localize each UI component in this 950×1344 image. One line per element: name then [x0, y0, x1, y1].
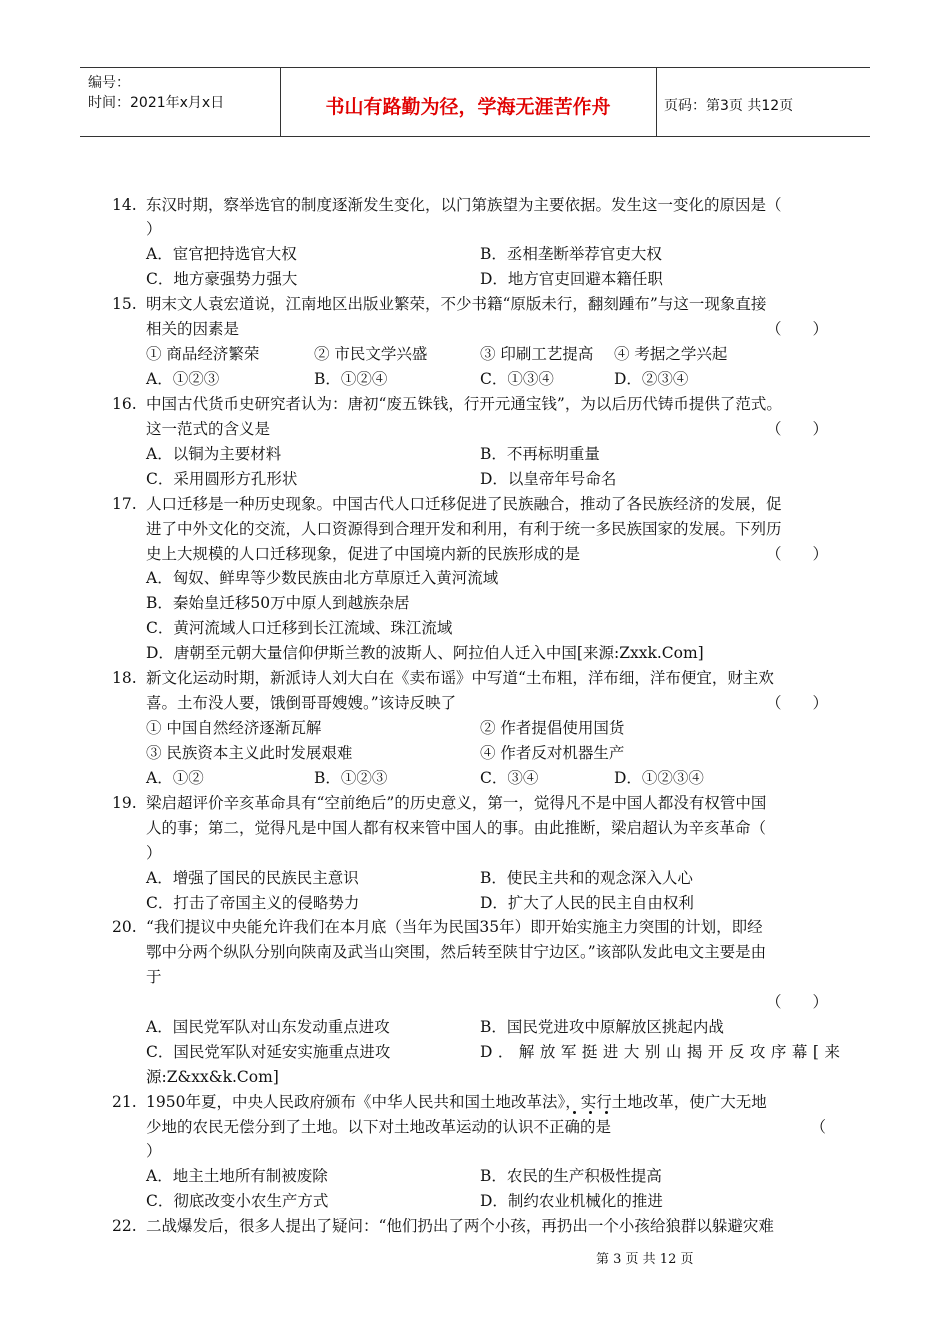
question-number: 16.	[112, 395, 137, 413]
option-d: D．②③④	[614, 370, 689, 388]
option-d: D．扩大了人民的民主自由权利	[480, 894, 694, 912]
question-stem-line: 喜。土布没人要，饿倒哥哥嫂嫂。”该诗反映了	[146, 694, 457, 712]
options-row	[112, 891, 842, 915]
option-a: A．国民党军队对山东发动重点进攻	[146, 1018, 390, 1036]
emphasis-dot	[573, 1111, 576, 1114]
item: ④ 考据之学兴起	[614, 345, 728, 363]
question-stem-line: 中国古代货币史研究者认为：唐初“废五铢钱，行开元通宝钱”，为以后历代铸币提供了范式。	[146, 395, 782, 413]
option-b: B．秦始皇迁移50万中原人到越族杂居	[146, 594, 410, 612]
time-label: 时间：2021年x月x日	[88, 95, 225, 111]
question-stem-line: 1950年夏，中央人民政府颁布《中华人民共和国土地改革法》，实行土地改革，使广大无地	[146, 1093, 767, 1111]
answer-paren: （ ）	[765, 320, 828, 338]
answer-paren: （	[810, 1118, 826, 1136]
option-c: C．彻底改变小农生产方式	[146, 1192, 329, 1210]
question-number: 22.	[112, 1217, 137, 1235]
option-d: D．地方官吏回避本籍任职	[480, 270, 663, 288]
option-a: A．①②③	[146, 370, 220, 388]
question-number: 17.	[112, 495, 137, 513]
option-b: B．①②④	[314, 370, 388, 388]
option-a: A．增强了国民的民族民主意识	[146, 869, 359, 887]
items-row	[112, 716, 842, 740]
question-stem-line: 相关的因素是	[146, 320, 240, 338]
question-20	[112, 915, 842, 939]
item: ① 中国自然经济逐渐瓦解	[146, 719, 322, 737]
option-d: D．唐朝至元朝大量信仰伊斯兰教的波斯人、阿拉伯人迁入中国[来源:Zxxk.Com]	[146, 644, 704, 662]
page-header	[80, 67, 870, 137]
question-stem-line: ）	[146, 844, 162, 862]
option-a: A．以铜为主要材料	[146, 445, 282, 463]
option-d: D．①②③④	[614, 769, 704, 787]
question-stem-line: 史上大规模的人口迁移现象，促进了中国境内新的民族形成的是	[146, 545, 581, 563]
question-stem-line: 少地的农民无偿分到了土地。以下对土地改革运动的认识不正确的是	[146, 1118, 612, 1136]
question-stem-line: 人口迁移是一种历史现象。中国古代人口迁移促进了民族融合，推动了各民族经济的发展，促	[146, 495, 782, 513]
options-row	[112, 1040, 846, 1064]
question-number: 19.	[112, 794, 137, 812]
question-22	[112, 1214, 842, 1238]
option-c: C．③④	[480, 769, 539, 787]
question-stem-line: 人的事；第二，觉得凡是中国人都有权来管中国人的事。由此推断，梁启超认为辛亥革命（	[146, 819, 767, 837]
question-number: 21.	[112, 1093, 137, 1111]
item: ④ 作者反对机器生产	[480, 744, 625, 762]
question-number: 14.	[112, 196, 137, 214]
question-21	[112, 1090, 842, 1114]
item: ② 市民文学兴盛	[314, 345, 428, 363]
question-14	[112, 193, 842, 217]
option-c: C．采用圆形方孔形状	[146, 470, 298, 488]
question-17	[112, 492, 842, 516]
emphasis-dot	[605, 1111, 608, 1114]
question-stem-line: 于	[146, 968, 162, 986]
question-number: 18.	[112, 669, 137, 687]
option-d: D．制约农业机械化的推进	[480, 1192, 663, 1210]
items-row	[112, 741, 842, 765]
item: ③ 印刷工艺提高	[480, 345, 594, 363]
answer-paren: （ ）	[765, 545, 828, 563]
option-b: B．国民党进攻中原解放区挑起内战	[480, 1018, 724, 1036]
option-d: D．以皇帝年号命名	[480, 470, 617, 488]
options-row	[112, 242, 842, 266]
header-meta-cell	[80, 68, 281, 136]
options-row	[112, 367, 842, 391]
option-c: C．①③④	[480, 370, 554, 388]
option-b: B．农民的生产积极性提高	[480, 1167, 662, 1185]
option-a: A．匈奴、鲜卑等少数民族由北方草原迁入黄河流域	[146, 569, 499, 587]
page-info: 页码：第3页 共12页	[664, 98, 794, 114]
options-row	[112, 1189, 842, 1213]
option-c: C．国民党军队对延安实施重点进攻	[146, 1043, 391, 1061]
question-stem-line: ）	[146, 1142, 162, 1160]
question-number: 20.	[112, 918, 137, 936]
question-18	[112, 666, 842, 690]
number-label: 编号：	[88, 75, 130, 91]
question-stem-line: 明末文人袁宏道说，江南地区出版业繁荣，不少书籍“原版未行，翻刻踵布”与这一现象直接	[146, 295, 767, 313]
answer-paren: （ ）	[765, 694, 828, 712]
page-footer: 第 3 页 共 12 页	[596, 1252, 694, 1267]
option-b: B．①②③	[314, 769, 388, 787]
answer-paren: （ ）	[765, 420, 828, 438]
question-stem-line: 进了中外文化的交流，人口资源得到合理开发和利用，有利于统一多民族国家的发展。下列历	[146, 520, 782, 538]
option-a: A．宦官把持选官大权	[146, 245, 297, 263]
question-stem-line: 这一范式的含义是	[146, 420, 271, 438]
option-d: D．解放军挺进大别山揭开反攻序幕[来	[480, 1043, 846, 1061]
question-stem-line: 梁启超评价辛亥革命具有“空前绝后”的历史意义，第一，觉得凡不是中国人都没有权管中国	[146, 794, 767, 812]
option-c: C．黄河流域人口迁移到长江流域、珠江流域	[146, 619, 453, 637]
options-row	[112, 267, 842, 291]
emphasis-dot	[589, 1111, 592, 1114]
answer-paren: （ ）	[765, 993, 828, 1011]
options-row	[112, 442, 842, 466]
item: ① 商品经济繁荣	[146, 345, 260, 363]
question-stem-line: 鄂中分两个纵队分别向陕南及武当山突围，然后转至陕甘宁边区。”该部队发此电文主要是由	[146, 943, 767, 961]
question-stem-line: 二战爆发后，很多人提出了疑问：“他们扔出了两个小孩，再扔出一个小孩给狼群以躲避灾难	[146, 1217, 774, 1235]
options-row	[112, 1015, 842, 1039]
option-b: B．不再标明重量	[480, 445, 600, 463]
question-number: 15.	[112, 295, 137, 313]
question-stem-line: “我们提议中央能允许我们在本月底（当年为民国35年）即开始实施主力突围的计划，即经	[146, 918, 763, 936]
option-b: B．使民主共和的观念深入人心	[480, 869, 693, 887]
options-row	[112, 866, 842, 890]
motto: 书山有路勤为径，学海无涯苦作舟	[325, 95, 611, 118]
header-motto-cell	[280, 68, 657, 136]
question-stem-line: 东汉时期，察举选官的制度逐渐发生变化，以门第族望为主要依据。发生这一变化的原因是（	[146, 196, 782, 214]
item: ③ 民族资本主义此时发展艰难	[146, 744, 353, 762]
option-c: C．打击了帝国主义的侵略势力	[146, 894, 360, 912]
items-row	[112, 342, 842, 366]
question-stem-line: ）	[146, 220, 162, 238]
option-a: A．地主土地所有制被废除	[146, 1167, 328, 1185]
options-row	[112, 766, 842, 790]
options-row	[112, 467, 842, 491]
option-b: B．丞相垄断举荐官吏大权	[480, 245, 662, 263]
question-16	[112, 392, 842, 416]
question-15	[112, 292, 842, 316]
question-19	[112, 791, 842, 815]
question-stem-line: 新文化运动时期，新派诗人刘大白在《卖布谣》中写道“土布粗，洋布细，洋布便宜，财主欢	[146, 669, 774, 687]
options-row	[112, 1164, 842, 1188]
option-a: A．①②	[146, 769, 204, 787]
item: ② 作者提倡使用国货	[480, 719, 625, 737]
option-c: C．地方豪强势力强大	[146, 270, 298, 288]
option-d-continued: 源:Z&xx&k.Com]	[146, 1068, 279, 1086]
